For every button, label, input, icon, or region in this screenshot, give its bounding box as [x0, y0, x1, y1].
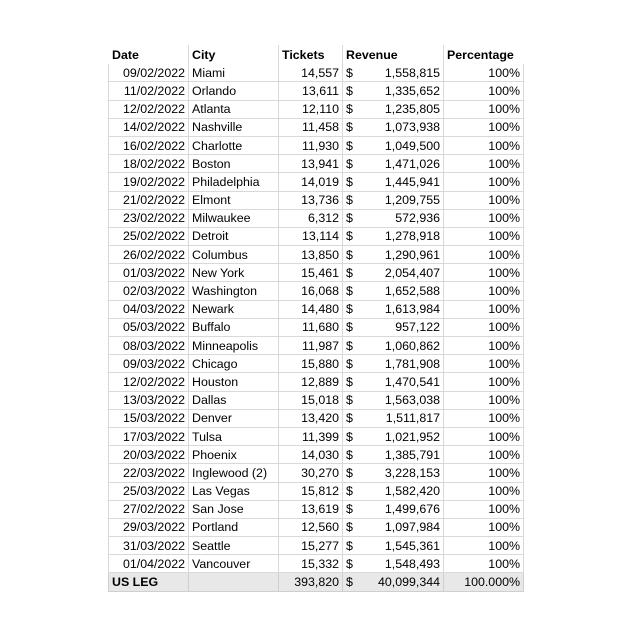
- date-cell: 19/02/2022: [109, 173, 189, 191]
- tickets-cell: 15,018: [279, 391, 343, 409]
- date-cell: 08/03/2022: [109, 337, 189, 355]
- currency-symbol: $: [346, 174, 353, 189]
- currency-symbol: $: [346, 538, 353, 553]
- currency-symbol: $: [346, 338, 353, 353]
- header-date: Date: [109, 46, 189, 64]
- table-row: [109, 464, 524, 482]
- currency-symbol: $: [346, 211, 353, 226]
- table-row: [109, 555, 524, 573]
- revenue-cell: [343, 318, 444, 336]
- date-cell: 12/02/2022: [109, 100, 189, 118]
- total-city-cell: [189, 573, 279, 591]
- percentage-cell: 100%: [444, 209, 524, 227]
- city-cell: Vancouver: [189, 555, 279, 573]
- city-cell: Portland: [189, 518, 279, 536]
- city-cell: Houston: [189, 373, 279, 391]
- revenue-value: 1,471,026: [384, 156, 440, 171]
- date-cell: 23/02/2022: [109, 209, 189, 227]
- currency-symbol: $: [346, 429, 353, 444]
- date-cell: 13/03/2022: [109, 391, 189, 409]
- date-cell: 11/02/2022: [109, 82, 189, 100]
- revenue-cell: [343, 227, 444, 245]
- spreadsheet: [108, 45, 524, 592]
- currency-symbol: $: [346, 447, 353, 462]
- date-cell: 14/02/2022: [109, 118, 189, 136]
- city-cell: Detroit: [189, 227, 279, 245]
- revenue-value: 572,936: [395, 211, 440, 226]
- revenue-cell: [343, 264, 444, 282]
- currency-symbol: $: [346, 247, 353, 262]
- revenue-cell: [343, 409, 444, 427]
- percentage-cell: 100%: [444, 500, 524, 518]
- revenue-cell: [343, 391, 444, 409]
- percentage-cell: 100%: [444, 537, 524, 555]
- table-row: [109, 300, 524, 318]
- date-cell: 20/03/2022: [109, 446, 189, 464]
- revenue-value: 1,290,961: [384, 247, 440, 262]
- percentage-cell: 100%: [444, 555, 524, 573]
- header-percentage: Percentage: [447, 47, 514, 62]
- table-row: [109, 136, 524, 154]
- date-cell: 18/02/2022: [109, 155, 189, 173]
- tickets-cell: 14,557: [279, 64, 343, 82]
- total-label: US LEG: [109, 573, 189, 591]
- currency-symbol: $: [346, 302, 353, 317]
- tickets-cell: 15,277: [279, 537, 343, 555]
- revenue-value: 1,613,984: [384, 302, 440, 317]
- revenue-cell: [343, 482, 444, 500]
- revenue-cell: [343, 246, 444, 264]
- city-cell: Buffalo: [189, 318, 279, 336]
- revenue-value: 1,511,817: [385, 411, 440, 426]
- table-row: [109, 118, 524, 136]
- date-cell: 09/02/2022: [109, 64, 189, 82]
- city-cell: Denver: [189, 409, 279, 427]
- revenue-cell: [343, 500, 444, 518]
- tickets-cell: 13,611: [279, 82, 343, 100]
- tickets-cell: 11,399: [279, 427, 343, 445]
- date-cell: 31/03/2022: [109, 537, 189, 555]
- total-tickets: 393,820: [279, 573, 343, 591]
- currency-symbol: $: [346, 193, 353, 208]
- revenue-value: 1,563,038: [384, 393, 440, 408]
- revenue-cell: [343, 300, 444, 318]
- table-body: [109, 64, 524, 573]
- table-row: [109, 446, 524, 464]
- tickets-cell: 11,930: [279, 136, 343, 154]
- table-row: [109, 500, 524, 518]
- revenue-value: 1,548,493: [384, 556, 440, 571]
- table-row: [109, 191, 524, 209]
- percentage-cell: 100%: [444, 337, 524, 355]
- tickets-cell: 30,270: [279, 464, 343, 482]
- tickets-cell: 12,889: [279, 373, 343, 391]
- currency-symbol: $: [346, 520, 353, 535]
- total-revenue-cell: [343, 573, 444, 591]
- tickets-cell: 13,619: [279, 500, 343, 518]
- city-cell: Chicago: [189, 355, 279, 373]
- date-cell: 01/04/2022: [109, 555, 189, 573]
- percentage-cell: 100%: [444, 409, 524, 427]
- city-cell: Columbus: [189, 246, 279, 264]
- currency-symbol: $: [346, 120, 353, 135]
- revenue-cell: [343, 173, 444, 191]
- city-cell: Miami: [189, 64, 279, 82]
- table-row: [109, 209, 524, 227]
- revenue-cell: [343, 118, 444, 136]
- revenue-cell: [343, 136, 444, 154]
- revenue-value: 1,278,918: [384, 229, 440, 244]
- city-cell: Inglewood (2): [189, 464, 279, 482]
- city-cell: Milwaukee: [189, 209, 279, 227]
- city-cell: Washington: [189, 282, 279, 300]
- city-cell: Philadelphia: [189, 173, 279, 191]
- currency-symbol: $: [346, 102, 353, 117]
- date-cell: 05/03/2022: [109, 318, 189, 336]
- revenue-value: 1,582,420: [384, 484, 440, 499]
- revenue-value: 1,545,361: [384, 538, 440, 553]
- revenue-cell: [343, 355, 444, 373]
- percentage-cell: 100%: [444, 391, 524, 409]
- currency-symbol: $: [346, 284, 353, 299]
- currency-symbol: $: [346, 138, 353, 153]
- revenue-value: 1,060,862: [384, 338, 440, 353]
- revenue-value: 1,335,652: [384, 83, 440, 98]
- table-row: [109, 173, 524, 191]
- table-row: [109, 246, 524, 264]
- date-cell: 17/03/2022: [109, 427, 189, 445]
- tickets-cell: 13,736: [279, 191, 343, 209]
- city-cell: Nashville: [189, 118, 279, 136]
- currency-symbol: $: [346, 156, 353, 171]
- tickets-cell: 14,480: [279, 300, 343, 318]
- table-row: [109, 427, 524, 445]
- city-cell: Dallas: [189, 391, 279, 409]
- revenue-cell: [343, 464, 444, 482]
- header-tickets: Tickets: [279, 46, 343, 64]
- percentage-cell: 100%: [444, 118, 524, 136]
- currency-symbol: $: [346, 65, 353, 80]
- total-row: [109, 573, 524, 591]
- revenue-value: 1,445,941: [384, 174, 440, 189]
- percentage-cell: 100%: [444, 518, 524, 536]
- revenue-value: 1,558,815: [384, 65, 440, 80]
- tickets-cell: 15,812: [279, 482, 343, 500]
- revenue-cell: [343, 64, 444, 82]
- tickets-cell: 6,312: [279, 209, 343, 227]
- percentage-cell: 100%: [444, 173, 524, 191]
- table-row: [109, 518, 524, 536]
- revenue-cell: [343, 337, 444, 355]
- tickets-cell: 15,332: [279, 555, 343, 573]
- revenue-value: 2,054,407: [384, 265, 440, 280]
- city-cell: Tulsa: [189, 427, 279, 445]
- table-row: [109, 337, 524, 355]
- date-cell: 16/02/2022: [109, 136, 189, 154]
- tickets-cell: 13,941: [279, 155, 343, 173]
- tickets-cell: 13,114: [279, 227, 343, 245]
- city-cell: New York: [189, 264, 279, 282]
- revenue-cell: [343, 518, 444, 536]
- date-cell: 15/03/2022: [109, 409, 189, 427]
- revenue-cell: [343, 155, 444, 173]
- percentage-cell: 100%: [444, 264, 524, 282]
- revenue-cell: [343, 537, 444, 555]
- tickets-cell: 16,068: [279, 282, 343, 300]
- currency-symbol: $: [346, 556, 353, 571]
- revenue-value: 1,499,676: [384, 502, 440, 517]
- percentage-cell: 100%: [444, 482, 524, 500]
- table-row: [109, 64, 524, 82]
- city-cell: Charlotte: [189, 136, 279, 154]
- date-cell: 26/02/2022: [109, 246, 189, 264]
- tickets-cell: 11,458: [279, 118, 343, 136]
- revenue-value: 1,235,805: [384, 102, 440, 117]
- percentage-cell: 100%: [444, 82, 524, 100]
- revenue-value: 1,470,541: [384, 374, 440, 389]
- revenue-value: 1,049,500: [384, 138, 440, 153]
- percentage-cell: 100%: [444, 355, 524, 373]
- city-cell: Seattle: [189, 537, 279, 555]
- percentage-cell: 100%: [444, 191, 524, 209]
- percentage-cell: 100%: [444, 136, 524, 154]
- city-cell: Phoenix: [189, 446, 279, 464]
- date-cell: 29/03/2022: [109, 518, 189, 536]
- date-cell: 01/03/2022: [109, 264, 189, 282]
- revenue-cell: [343, 82, 444, 100]
- revenue-cell: [343, 100, 444, 118]
- revenue-value: 1,209,755: [384, 193, 440, 208]
- city-cell: Orlando: [189, 82, 279, 100]
- total-revenue: 40,099,344: [377, 575, 440, 590]
- city-cell: Newark: [189, 300, 279, 318]
- date-cell: 02/03/2022: [109, 282, 189, 300]
- currency-symbol: $: [346, 465, 353, 480]
- percentage-cell: 100%: [444, 300, 524, 318]
- currency-symbol: $: [346, 356, 353, 371]
- table-row: [109, 355, 524, 373]
- percentage-cell: 100%: [444, 246, 524, 264]
- tour-data-table: [108, 45, 524, 592]
- revenue-value: 1,021,952: [384, 429, 440, 444]
- percentage-cell: 100%: [444, 64, 524, 82]
- revenue-value: 1,073,938: [384, 120, 440, 135]
- city-cell: Minneapolis: [189, 337, 279, 355]
- table-row: [109, 82, 524, 100]
- revenue-value: 1,385,791: [384, 447, 440, 462]
- total-percentage: 100.000%: [444, 573, 524, 591]
- tickets-cell: 11,680: [279, 318, 343, 336]
- tickets-cell: 15,880: [279, 355, 343, 373]
- currency-symbol: $: [346, 83, 353, 98]
- date-cell: 25/02/2022: [109, 227, 189, 245]
- table-row: [109, 482, 524, 500]
- header-city: City: [189, 46, 279, 64]
- table-row: [109, 155, 524, 173]
- currency-symbol: $: [346, 502, 353, 517]
- revenue-value: 3,228,153: [384, 465, 440, 480]
- percentage-cell: 100%: [444, 464, 524, 482]
- currency-symbol: $: [346, 229, 353, 244]
- tickets-cell: 11,987: [279, 337, 343, 355]
- date-cell: 22/03/2022: [109, 464, 189, 482]
- revenue-value: 1,652,588: [384, 284, 440, 299]
- revenue-cell: [343, 191, 444, 209]
- revenue-cell: [343, 282, 444, 300]
- table-row: [109, 318, 524, 336]
- currency-symbol: $: [346, 320, 353, 335]
- revenue-cell: [343, 373, 444, 391]
- tickets-cell: 12,110: [279, 100, 343, 118]
- table-row: [109, 391, 524, 409]
- revenue-cell: [343, 555, 444, 573]
- city-cell: Las Vegas: [189, 482, 279, 500]
- tickets-cell: 14,019: [279, 173, 343, 191]
- tickets-cell: 14,030: [279, 446, 343, 464]
- tickets-cell: 12,560: [279, 518, 343, 536]
- city-cell: Boston: [189, 155, 279, 173]
- revenue-value: 1,781,908: [384, 356, 440, 371]
- table-row: [109, 409, 524, 427]
- date-cell: 09/03/2022: [109, 355, 189, 373]
- currency-symbol: $: [346, 265, 353, 280]
- date-cell: 27/02/2022: [109, 500, 189, 518]
- tickets-cell: 13,420: [279, 409, 343, 427]
- header-revenue: Revenue: [343, 46, 444, 64]
- currency-symbol: $: [346, 484, 353, 499]
- header-row: [109, 46, 524, 64]
- currency-symbol: $: [346, 411, 353, 426]
- date-cell: 25/03/2022: [109, 482, 189, 500]
- percentage-cell: 100%: [444, 427, 524, 445]
- table-row: [109, 264, 524, 282]
- date-cell: 12/02/2022: [109, 373, 189, 391]
- revenue-cell: [343, 446, 444, 464]
- tickets-cell: 13,850: [279, 246, 343, 264]
- city-cell: San Jose: [189, 500, 279, 518]
- table-row: [109, 227, 524, 245]
- date-cell: 04/03/2022: [109, 300, 189, 318]
- percentage-cell: 100%: [444, 100, 524, 118]
- table-row: [109, 537, 524, 555]
- currency-symbol: $: [346, 575, 353, 590]
- tickets-cell: 15,461: [279, 264, 343, 282]
- revenue-value: 957,122: [395, 320, 440, 335]
- percentage-cell: 100%: [444, 282, 524, 300]
- table-row: [109, 282, 524, 300]
- currency-symbol: $: [346, 374, 353, 389]
- city-cell: Elmont: [189, 191, 279, 209]
- percentage-cell: 100%: [444, 446, 524, 464]
- percentage-cell: 100%: [444, 318, 524, 336]
- table-row: [109, 373, 524, 391]
- currency-symbol: $: [346, 393, 353, 408]
- percentage-cell: 100%: [444, 155, 524, 173]
- table-row: [109, 100, 524, 118]
- date-cell: 21/02/2022: [109, 191, 189, 209]
- city-cell: Atlanta: [189, 100, 279, 118]
- percentage-cell: 100%: [444, 227, 524, 245]
- percentage-cell: 100%: [444, 373, 524, 391]
- revenue-cell: [343, 427, 444, 445]
- revenue-value: 1,097,984: [384, 520, 440, 535]
- revenue-cell: [343, 209, 444, 227]
